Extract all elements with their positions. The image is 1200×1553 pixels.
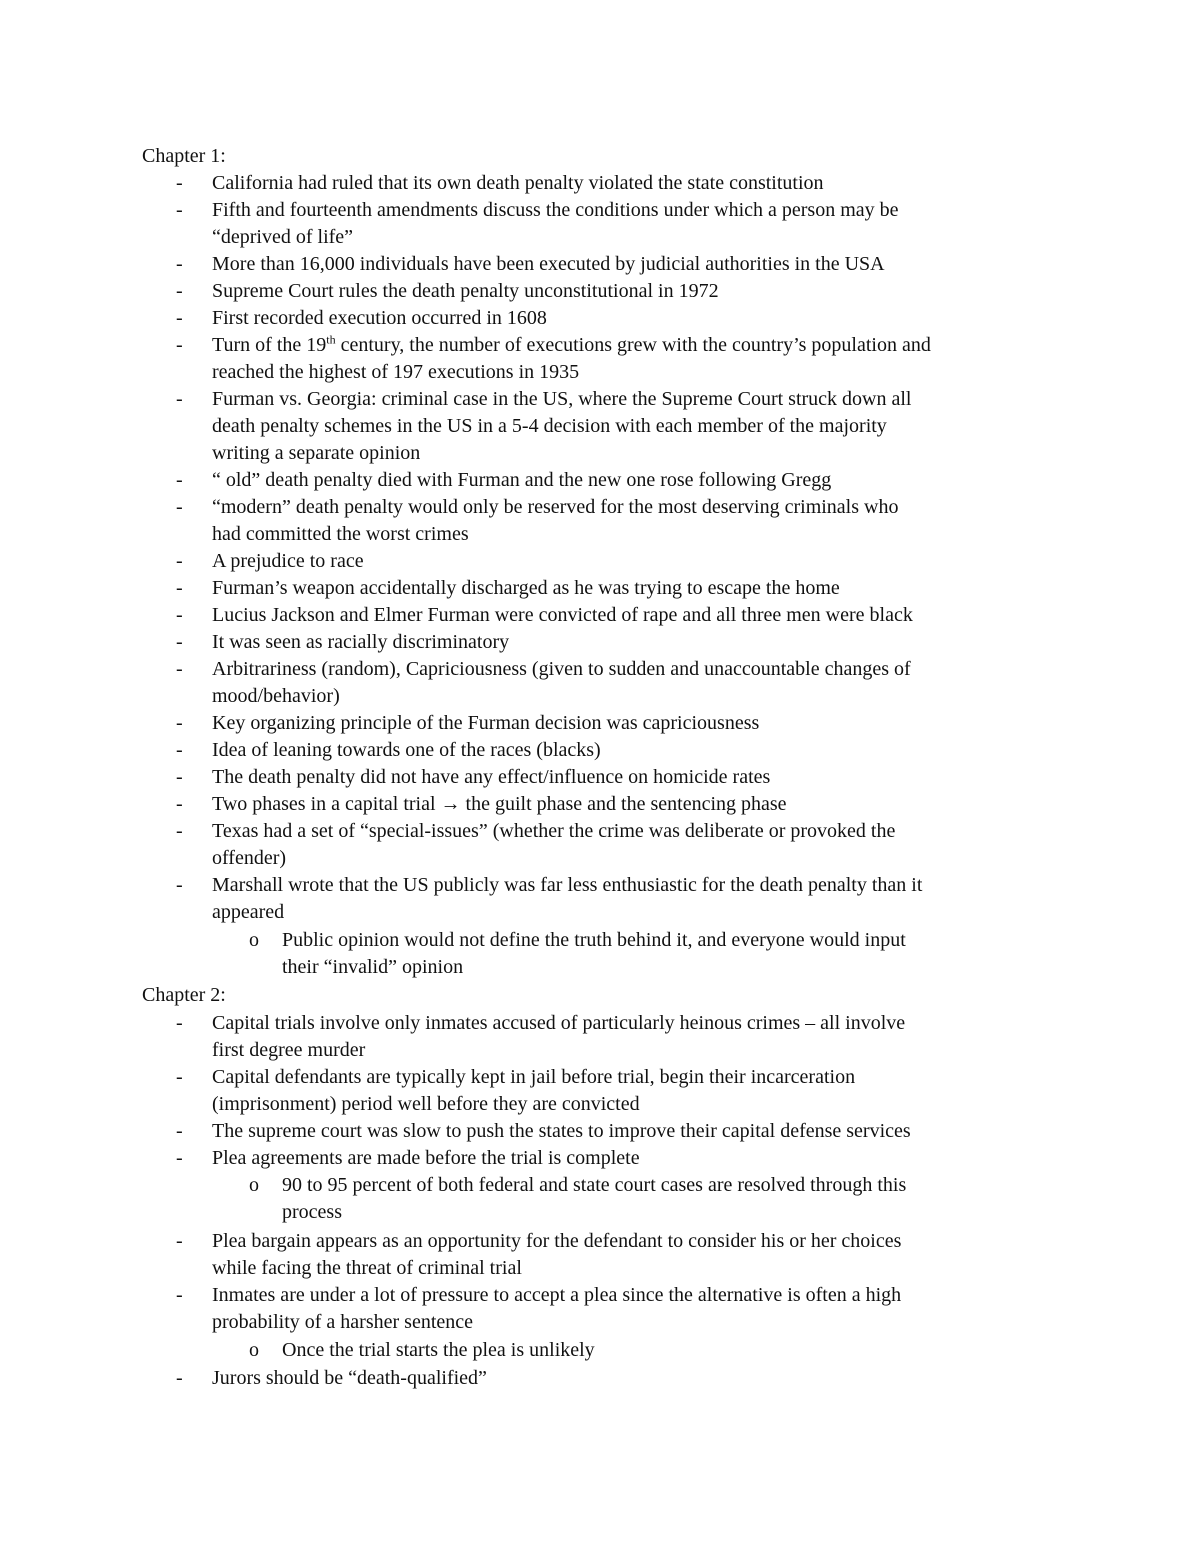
list-item-text: Idea of leaning towards one of the races (blacks) (212, 739, 601, 761)
text-run: Turn of the 19 (212, 334, 327, 356)
list-item-text: (imprisonment) period well before they are convicted (212, 1093, 640, 1115)
list-item-text: “ old” death penalty died with Furman and the new one rose following Gregg (212, 469, 832, 491)
list-item-text: appeared (212, 901, 285, 923)
list-item-text: Texas had a set of “special-issues” (whether the crime was deliberate or provoked the (212, 820, 896, 842)
list-item-text: probability of a harsher sentence (212, 1311, 474, 1333)
list-item-text: Capital defendants are typically kept in jail before trial, begin their incarceration (212, 1066, 856, 1088)
list-item-text: Supreme Court rules the death penalty unconstitutional in 1972 (212, 280, 719, 302)
list-item-text: Lucius Jackson and Elmer Furman were convicted of rape and all three men were black (212, 604, 913, 626)
bullet-dash: - (176, 172, 183, 194)
list-item-text: writing a separate opinion (212, 442, 421, 464)
list-item-text: reached the highest of 197 executions in 1935 (212, 361, 580, 383)
bullet-dash: - (176, 658, 183, 680)
bullet-dash: - (176, 793, 183, 815)
bullet-dash: - (176, 1012, 183, 1034)
sub-bullet-marker: o (249, 1339, 259, 1361)
bullet-dash: - (176, 1367, 183, 1389)
list-item-text: “modern” death penalty would only be reserved for the most deserving criminals who (212, 496, 899, 518)
bullet-dash: - (176, 1066, 183, 1088)
list-item-text: had committed the worst crimes (212, 523, 469, 545)
bullet-dash: - (176, 388, 183, 410)
list-item-text: Inmates are under a lot of pressure to accept a plea since the alternative is often a high (212, 1284, 902, 1306)
list-item-text: First recorded execution occurred in 1608 (212, 307, 547, 329)
sub-list-item-text: process (282, 1201, 342, 1223)
list-item-text: Key organizing principle of the Furman decision was capriciousness (212, 712, 760, 734)
list-item-text: death penalty schemes in the US in a 5-4 decision with each member of the majority (212, 415, 887, 437)
list-item-text: Arbitrariness (random), Capriciousness (given to sudden and unaccountable changes of (212, 658, 911, 680)
bullet-dash: - (176, 1230, 183, 1252)
bullet-dash: - (176, 874, 183, 896)
bullet-dash: - (176, 631, 183, 653)
bullet-dash: - (176, 1284, 183, 1306)
bullet-dash: - (176, 712, 183, 734)
list-item-text: California had ruled that its own death penalty violated the state constitution (212, 172, 824, 194)
bullet-dash: - (176, 550, 183, 572)
list-item-text: Furman vs. Georgia: criminal case in the US, where the Supreme Court struck down all (212, 388, 912, 410)
list-item-text: The supreme court was slow to push the states to improve their capital defense services (212, 1120, 911, 1142)
chapter-2-heading: Chapter 2: (142, 984, 226, 1006)
list-item-text: Two phases in a capital trial → the guilt phase and the sentencing phase (212, 793, 787, 815)
list-item-text: Fifth and fourteenth amendments discuss the conditions under which a person may be (212, 199, 899, 221)
sub-list-item-text: Public opinion would not define the truth behind it, and everyone would input (282, 929, 906, 951)
superscript: th (326, 332, 336, 347)
sub-list-item-text: 90 to 95 percent of both federal and state court cases are resolved through this (282, 1174, 907, 1196)
bullet-dash: - (176, 1147, 183, 1169)
bullet-dash: - (176, 496, 183, 518)
list-item-text: Capital trials involve only inmates accused of particularly heinous crimes – all involve (212, 1012, 906, 1034)
list-item-text: Furman’s weapon accidentally discharged as he was trying to escape the home (212, 577, 840, 599)
chapter-1-heading: Chapter 1: (142, 145, 226, 167)
list-item-text: mood/behavior) (212, 685, 340, 707)
bullet-dash: - (176, 307, 183, 329)
bullet-dash: - (176, 253, 183, 275)
bullet-dash: - (176, 604, 183, 626)
list-item-text: Jurors should be “death-qualified” (212, 1367, 487, 1389)
bullet-dash: - (176, 766, 183, 788)
list-item-text: “deprived of life” (212, 226, 354, 248)
sub-list-item-text: their “invalid” opinion (282, 956, 464, 978)
bullet-dash: - (176, 280, 183, 302)
bullet-dash: - (176, 334, 183, 356)
bullet-dash: - (176, 820, 183, 842)
sub-bullet-marker: o (249, 929, 259, 951)
sub-list-item-text: Once the trial starts the plea is unlikely (282, 1339, 595, 1361)
list-item-text: A prejudice to race (212, 550, 364, 572)
list-item-text: Plea bargain appears as an opportunity for the defendant to consider his or her choices (212, 1230, 902, 1252)
sub-bullet-marker: o (249, 1174, 259, 1196)
list-item-text: More than 16,000 individuals have been executed by judicial authorities in the USA (212, 253, 885, 275)
list-item-text: The death penalty did not have any effect/influence on homicide rates (212, 766, 771, 788)
list-item-text (212, 332, 1092, 359)
list-item-text: Plea agreements are made before the trial is complete (212, 1147, 640, 1169)
list-item-text: Marshall wrote that the US publicly was far less enthusiastic for the death penalty than it (212, 874, 923, 896)
bullet-dash: - (176, 469, 183, 491)
bullet-dash: - (176, 199, 183, 221)
list-item-text: first degree murder (212, 1039, 366, 1061)
list-item-text: offender) (212, 847, 287, 869)
list-item-text: It was seen as racially discriminatory (212, 631, 510, 653)
list-item-text: while facing the threat of criminal trial (212, 1257, 522, 1279)
bullet-dash: - (176, 739, 183, 761)
bullet-dash: - (176, 577, 183, 599)
text-run: century, the number of executions grew with the country’s population and (335, 334, 931, 356)
bullet-dash: - (176, 1120, 183, 1142)
